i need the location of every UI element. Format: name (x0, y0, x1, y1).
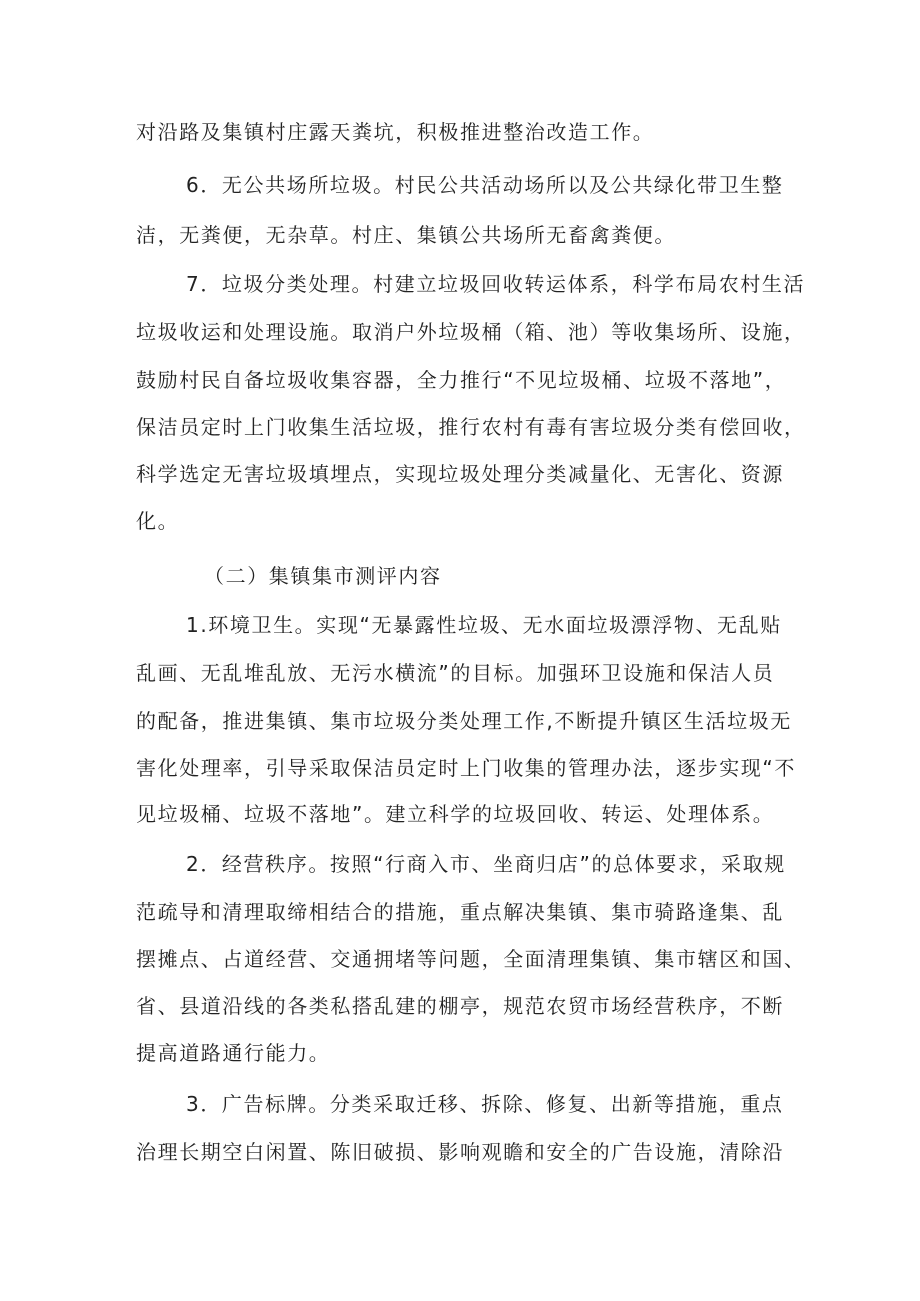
text-line: 的配备，推进集镇、集市垃圾分类处理工作,不断提升镇区生活垃圾无 (136, 709, 792, 733)
text-line: 1.环境卫生。实现“无暴露性垃圾、无水面垃圾漂浮物、无乱贴 (186, 613, 782, 637)
text-line: 治理长期空白闲置、陈旧破损、影响观瞻和安全的广告设施，清除沿 (136, 1140, 784, 1164)
text-line: 保洁员定时上门收集生活垃圾，推行农村有毒有害垃圾分类有偿回收， (136, 415, 806, 439)
text-line: 6．无公共场所垃圾。村民公共活动场所以及公共绿化带卫生整 (186, 173, 784, 197)
text-line: 害化处理率，引导采取保洁员定时上门收集的管理办法，逐步实现“不 (136, 756, 796, 780)
text-line: 2．经营秩序。按照“行商入市、坐商归店”的总体要求，采取规 (186, 852, 786, 876)
text-line: 范疏导和清理取缔相结合的措施，重点解决集镇、集市骑路逢集、乱 (136, 900, 784, 924)
text-line: 3．广告标牌。分类采取迁移、拆除、修复、出新等措施，重点 (186, 1092, 784, 1116)
text-line: 摆摊点、占道经营、交通拥堵等问题，全面清理集镇、集市辖区和国、 (136, 947, 806, 971)
text-line: 洁，无粪便，无杂草。村庄、集镇公共场所无畜禽粪便。 (136, 223, 676, 247)
text-line: 科学选定无害垃圾填埋点，实现垃圾处理分类减量化、无害化、资源 (136, 462, 784, 486)
text-line: 对沿路及集镇村庄露天粪坑，积极推进整治改造工作。 (136, 120, 655, 144)
text-line: 化。 (136, 509, 180, 533)
text-line: 提高道路通行能力。 (136, 1041, 331, 1065)
section-heading: （二）集镇集市测评内容 (204, 564, 442, 588)
text-line: 垃圾收运和处理设施。取消户外垃圾桶（箱、池）等收集场所、设施， (136, 320, 806, 344)
text-line: 鼓励村民自备垃圾收集容器，全力推行“不见垃圾桶、垃圾不落地”， (136, 368, 787, 392)
text-line: 乱画、无乱堆乱放、无污水横流”的目标。加强环卫设施和保洁人员 (136, 661, 775, 685)
text-line: 见垃圾桶、垃圾不落地”。建立科学的垃圾回收、转运、处理体系。 (136, 802, 775, 826)
text-line: 7．垃圾分类处理。村建立垃圾回收转运体系，科学布局农村生活 (186, 272, 806, 296)
text-line: 省、县道沿线的各类私搭乱建的棚亭，规范农贸市场经营秩序，不断 (136, 994, 784, 1018)
